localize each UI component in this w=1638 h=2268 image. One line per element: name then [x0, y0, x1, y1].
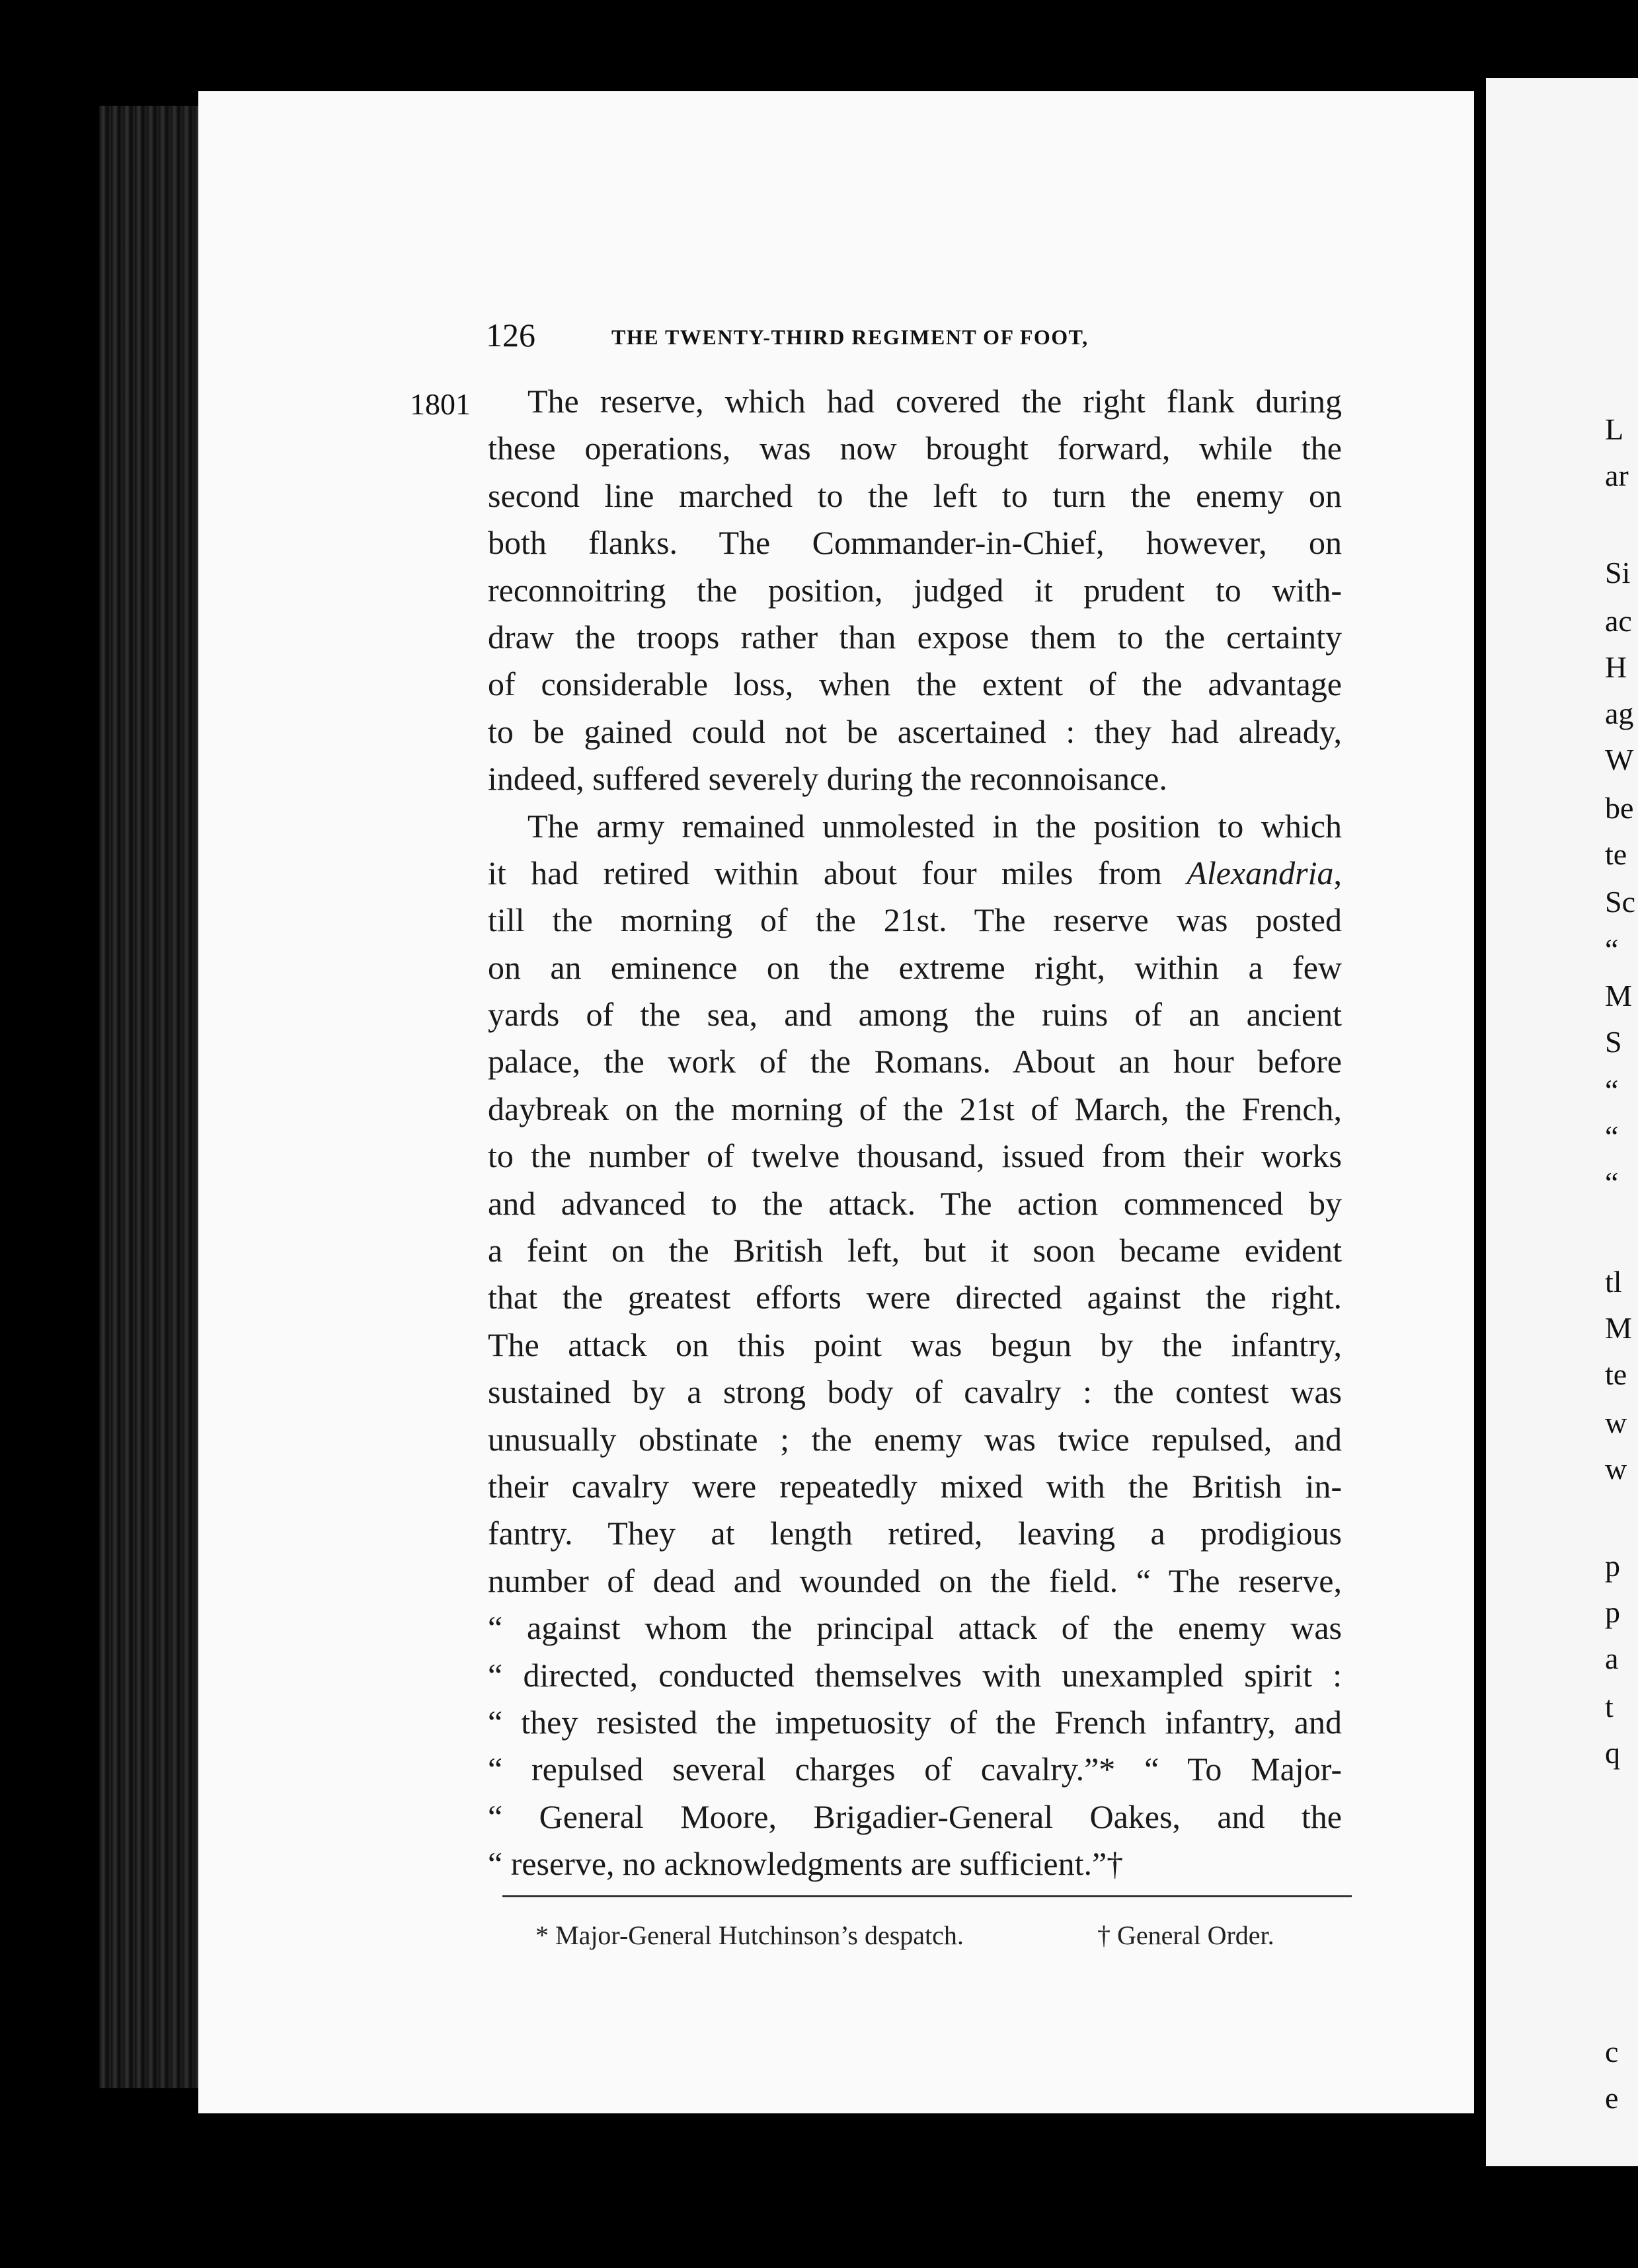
text-line: palace, the work of the Romans. About an hour before	[488, 1043, 1342, 1080]
facing-fragment: Sc	[1605, 885, 1635, 919]
text-line: draw the troops rather than expose them to the certainty	[488, 618, 1342, 656]
facing-fragment: t	[1605, 1690, 1614, 1723]
text-line: till the morning of the 21st. The reserve was posted	[488, 901, 1342, 939]
facing-fragment: w	[1605, 1452, 1627, 1486]
facing-fragment: w	[1605, 1406, 1627, 1439]
text-line: these operations, was now brought forward, while the	[488, 430, 1342, 467]
facing-fragment: e	[1605, 2081, 1619, 2115]
footnotes	[535, 1920, 1342, 1959]
text-line: to the number of twelve thousand, issued from their works	[488, 1137, 1342, 1175]
text-line: it had retired within about four miles from Alexandria,	[488, 854, 1342, 891]
text-line: number of dead and wounded on the field. “ The reserve,	[488, 1562, 1342, 1599]
text-line: “ against whom the principal attack of the enemy was	[488, 1609, 1342, 1647]
facing-fragment: tl	[1605, 1265, 1622, 1299]
book-page-edges	[99, 106, 212, 2088]
text-line: both flanks. The Commander-in-Chief, however, on	[488, 524, 1342, 562]
facing-fragment: p	[1605, 1549, 1620, 1583]
text-line: sustained by a strong body of cavalry : the contest was	[488, 1373, 1342, 1411]
text-line: fantry. They at length retired, leaving a prodigious	[488, 1515, 1342, 1552]
text-line: “ General Moore, Brigadier-General Oakes, and the	[488, 1797, 1342, 1835]
facing-fragment: p	[1605, 1595, 1620, 1629]
text-line: indeed, suffered severely during the reconnoisance.	[488, 760, 1167, 798]
facing-fragment: a	[1605, 1642, 1619, 1675]
footnote-rule	[502, 1895, 1352, 1897]
text-line: yards of the sea, and among the ruins of an ancient	[488, 996, 1342, 1034]
facing-fragment: be	[1605, 791, 1634, 825]
text-line: “ repulsed several charges of cavalry.”* “ To Major-	[488, 1751, 1342, 1788]
facing-fragment: “	[1605, 932, 1619, 966]
text-line: “ reserve, no acknowledgments are sufficient.”†	[488, 1845, 1124, 1883]
text-line: a feint on the British left, but it soon became evident	[488, 1232, 1342, 1269]
text-line: second line marched to the left to turn the enemy on	[488, 476, 1342, 514]
facing-fragment: M	[1605, 1311, 1632, 1345]
text-line: reconnoitring the position, judged it prudent to with-	[488, 571, 1342, 609]
text-line: that the greatest efforts were directed against the right.	[488, 1279, 1342, 1316]
text-line: “ they resisted the impetuosity of the French infantry, and	[488, 1703, 1342, 1741]
text-line: to be gained could not be ascertained : they had already,	[488, 712, 1342, 750]
text-line: The attack on this point was begun by the infantry,	[488, 1326, 1342, 1363]
footnote-general-order: † General Order.	[1097, 1920, 1274, 1950]
text-line: of considerable loss, when the extent of the advantage	[488, 665, 1342, 703]
text-line: The reserve, which had covered the right flank during	[527, 383, 1342, 420]
running-title: THE TWENTY-THIRD REGIMENT OF FOOT,	[611, 325, 1089, 349]
facing-fragment: te	[1605, 837, 1627, 871]
text-line: and advanced to the attack. The action commenced by	[488, 1184, 1342, 1222]
facing-fragment: c	[1605, 2035, 1619, 2068]
facing-fragment: ar	[1605, 459, 1629, 492]
facing-fragment: S	[1605, 1025, 1622, 1059]
text-line: their cavalry were repeatedly mixed with the British in-	[488, 1467, 1342, 1505]
facing-page	[1486, 78, 1638, 2166]
facing-fragment: Si	[1605, 556, 1631, 589]
text-line: daybreak on the morning of the 21st of March, the French,	[488, 1090, 1342, 1127]
place-name: Alexandria	[1187, 854, 1334, 891]
facing-fragment: H	[1605, 650, 1627, 684]
text-line: unusually obstinate ; the enemy was twice repulsed, and	[488, 1420, 1342, 1458]
facing-fragment: M	[1605, 979, 1632, 1012]
facing-fragment: q	[1605, 1736, 1620, 1770]
text-line: The army remained unmolested in the position to which	[527, 807, 1342, 845]
facing-fragment: L	[1605, 412, 1624, 446]
footnote-despatch: * Major-General Hutchinson’s despatch.	[535, 1920, 964, 1950]
facing-fragment: ac	[1605, 604, 1632, 638]
text-line: “ directed, conducted themselves with unexampled spirit :	[488, 1656, 1342, 1694]
facing-fragment: W	[1605, 743, 1634, 776]
facing-fragment: “	[1605, 1166, 1619, 1199]
facing-fragment: “	[1605, 1073, 1619, 1107]
running-head	[486, 316, 1213, 362]
page-number: 126	[486, 317, 535, 354]
facing-fragment: “	[1605, 1119, 1619, 1153]
margin-year: 1801	[410, 387, 471, 421]
page-gutter	[1474, 91, 1486, 2113]
text-line: on an eminence on the extreme right, within a few	[488, 948, 1342, 986]
body-text	[488, 378, 1342, 1888]
facing-fragment: ag	[1605, 697, 1634, 730]
facing-fragment: te	[1605, 1357, 1627, 1391]
